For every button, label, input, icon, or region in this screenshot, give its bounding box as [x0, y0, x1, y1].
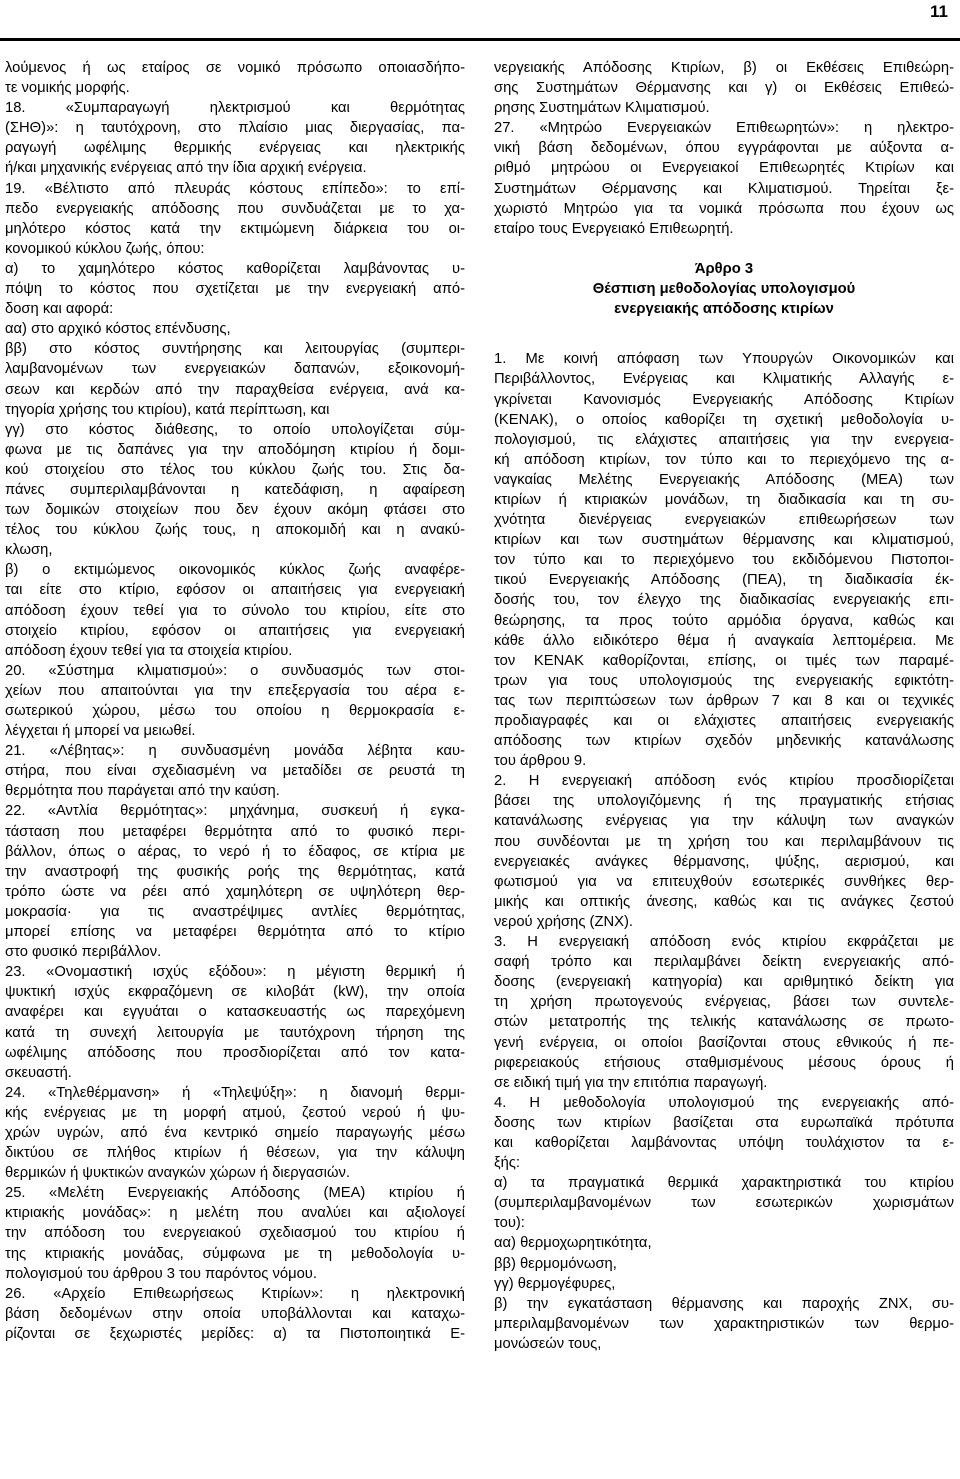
right-column-intro: [494, 58, 954, 239]
text-line: Συστημάτων Θέρμανσης και Κλιματισμού. Τηρείται ξε-: [494, 180, 954, 197]
text-line: 23. «Ονομαστική ισχύς εξόδου»: η μέγιστη θερμική ή: [5, 964, 465, 981]
text-line: ναγκαίας Μελέτης Ενεργειακής Απόδοσης (ΜΕΑ) των: [494, 471, 954, 488]
text-line: χρών υγρών, από ένα κεντρικό σημείο παραγωγής μέσω: [5, 1124, 465, 1141]
text-line: σωτερικού χώρου, μέσω του οποίου η θερμοκρασία ε-: [5, 703, 465, 719]
text-line: δοση και αφορά:: [5, 301, 114, 318]
text-line: 21. «Λέβητας»: η συνδυασμένη μονάδα λέβητα καυ-: [5, 743, 465, 760]
article-number: Άρθρο 3: [694, 260, 754, 277]
text-line: ται είτε στο κτίριο, εφόσον οι απαιτήσεις για ενεργειακή: [5, 582, 465, 599]
text-line: χωριστό Μητρώο για τα νομικά πρόσωπα που έχουν ως: [494, 200, 954, 217]
text-line: χνότητα διενέργειας ενεργειακών επιθεωρήσεων των: [494, 512, 954, 529]
text-line: της κτιριακής μονάδας, σύμφωνα με τη μεθοδολογία υ-: [5, 1245, 465, 1262]
text-line: φωνα με τις δαπάνες για την αποδόμηση κτιρίου ή δομι-: [5, 441, 465, 458]
text-line: κτιρίων ή κτιριακών μονάδων, τη διαδικασία και τη συ-: [494, 491, 954, 508]
text-line: τε νομικής μορφής.: [5, 80, 130, 97]
right-column-body: [494, 349, 954, 1354]
text-line: 1. Με κοινή απόφαση των Υπουργών Οικονομικών και: [494, 351, 954, 368]
text-line: των δομικών στοιχείων που δεν έχουν ακόμη φτάσει στο: [5, 502, 465, 519]
text-line: γγ) θερμογέφυρες,: [494, 1275, 616, 1292]
text-line: ωφέλιμης απόδοσης που προσδιορίζεται από τον κατα-: [5, 1044, 465, 1061]
text-line: 25. «Μελέτη Ενεργειακής Απόδοσης (ΜΕΑ) κτιρίου ή: [5, 1185, 465, 1202]
text-line: τον τύπο και το περιεχόμενο του εκδιδόμενου Πιστοποι-: [494, 552, 954, 569]
text-line: την αναστροφή της φυσικής ροής της θερμότητας, κατά: [5, 863, 465, 880]
text-line: νερού χρήσης (ΖΝΧ).: [494, 913, 633, 930]
text-line: του άρθρου 9.: [494, 753, 587, 770]
text-line: β) ο εκτιμώμενος οικονομικός κύκλος ζωής αναφέρε-: [5, 562, 465, 579]
spacer: [494, 339, 954, 349]
text-line: κλωση,: [5, 542, 53, 559]
text-line: τη χρήση πρωτογενούς ενέργειας, βάσει των συντελε-: [494, 994, 954, 1011]
text-line: νική βάση δεδομένων, όπου εγγράφονται με αύξοντα α-: [494, 140, 954, 157]
text-line: μηλότερο κόστος κατά την εκτιμώμενη διάρκεια του οι-: [5, 220, 465, 237]
text-line: ββ) στο κόστος συντήρησης και λειτουργίας (συμπερι-: [5, 341, 465, 358]
text-line: γγ) στο κόστος διάθεσης, το οποίο υπολογίζεται σύμ-: [5, 421, 465, 438]
text-line: που συνδέονται με τη χρήση του και περιλαμβάνουν τις: [494, 833, 954, 850]
text-line: την απόδοση του ενεργειακού σχεδιασμού του κτιρίου ή: [5, 1225, 465, 1242]
text-line: θερμικών ή ψυκτικών αναγκών χώρων ή διεργασιών.: [5, 1165, 350, 1182]
text-line: ραγωγή ωφέλιμης θερμικής ενέργειας και ηλεκτρικής: [5, 140, 465, 157]
text-line: γενή ενέργεια, οι οποίοι βασίζονται στους εθνικούς ή πε-: [494, 1034, 954, 1051]
text-line: σαφή τρόπο και περιλαμβάνει δείκτη ενεργειακής από-: [494, 954, 954, 971]
text-line: πόψη το κόστος που σχετίζεται με την ενεργειακή από-: [5, 281, 465, 298]
text-line: πολογισμού, τις ελάχιστες απαιτήσεις για την ενεργεια-: [494, 431, 954, 448]
text-line: α) τα πραγματικά θερμικά χαρακτηριστικά του κτιρίου: [494, 1175, 954, 1192]
text-line: πάνες συμπεριλαμβάνονται η κατεδάφιση, η αφαίρεση: [5, 481, 465, 498]
text-line: δοσής του, τον έλεγχο της διαδικασίας ενεργειακής επι-: [494, 592, 954, 609]
text-line: απόδοσης των κτιρίων σχεδόν μηδενικής κατανάλωσης: [494, 733, 954, 750]
article-title-line-1: Θέσπιση μεθοδολογίας υπολογισμού: [592, 281, 856, 298]
text-line: κής ενέργειας με τη μορφή ατμού, ζεστού νερού ή ψυ-: [5, 1104, 465, 1121]
text-line: κή απόδοση κτιρίων, τον τύπο και το περιεχόμενο της α-: [494, 451, 954, 468]
text-line: 3. Η ενεργειακή απόδοση ενός κτιρίου εκφράζεται με: [494, 934, 954, 951]
text-line: αα) θερμοχωρητικότητα,: [494, 1235, 652, 1252]
text-line: α) το χαμηλότερο κόστος καθορίζεται λαμβάνοντας υ-: [5, 260, 465, 277]
text-line: πεδο ενεργειακής απόδοσης που συνδυάζεται με το χα-: [5, 200, 465, 217]
page-number: 11: [930, 2, 948, 21]
text-line: δοσης (ενεργειακή κατηγορία) και αριθμητικό δείκτη για: [494, 974, 954, 991]
text-line: αναφέρει και εγγυάται ο κατασκευαστής ως παρεχόμενη: [5, 1004, 465, 1021]
text-line: κονομικού κύκλου ζωής, όπου:: [5, 240, 205, 257]
text-line: μονώσεών τους,: [494, 1335, 602, 1352]
text-line: μικής και οπτικής άνεσης, καθώς και τις ανάγκες ζεστού: [494, 893, 954, 910]
text-line: κάθε άλλο ειδικότερο θέμα ή αναγκαία λεπτομέρεια. Με: [494, 632, 954, 649]
text-line: ριθμό μητρώου οι Ενεργειακοί Επιθεωρητές Κτιρίων και: [494, 160, 954, 177]
text-line: απόδοση έχουν τεθεί για το σύνολο του κτιρίου, είτε στο: [5, 602, 465, 619]
text-line: σκευαστή.: [5, 1064, 72, 1081]
text-line: 2. Η ενεργειακή απόδοση ενός κτιρίου προσδιορίζεται: [494, 773, 954, 790]
spacer: [494, 239, 954, 259]
text-line: τικού Ενεργειακής Απόδοσης (ΠΕΑ), τη διαδικασία έκ-: [494, 572, 954, 589]
text-line: (ΚΕΝΑΚ), ο οποίος καθορίζει τη σχετική μεθοδολογία υ-: [494, 411, 954, 428]
text-line: 18. «Συμπαραγωγή ηλεκτρισμού και θερμότητας: [5, 100, 465, 117]
text-line: 24. «Τηλεθέρμανση» ή «Τηλεψύξη»: η διανομή θερμι-: [5, 1084, 465, 1101]
text-line: 27. «Μητρώο Ενεργειακών Επιθεωρητών»: η ηλεκτρο-: [494, 120, 954, 137]
text-line: στήρα, που είναι σχεδιασμένη να μεταδίδει σε ρευστά τη: [5, 763, 465, 780]
text-line: στών μετατροπής της τελικής κατανάλωσης σε πρωτο-: [494, 1014, 954, 1031]
text-line: τον ΚΕΝΑΚ καθορίζονται, επίσης, οι τιμές των παραμέ-: [494, 652, 954, 669]
text-line: του):: [494, 1215, 525, 1232]
text-line: β) την εγκατάσταση θέρμανσης και παροχής ΖΝΧ, συ-: [494, 1295, 954, 1312]
text-line: εταίρο τους Ενεργειακό Επιθεωρητή.: [494, 220, 734, 237]
text-line: δικτύου σε πλήθος κτιρίων ή θέσεων, για την κάλυψη: [5, 1145, 465, 1162]
text-line: βάση δεδομένων στην οποία υποβάλλονται και καταχω-: [5, 1305, 465, 1322]
text-line: προδιαγραφές και οι ελάχιστες απαιτήσεις ενεργειακής: [494, 713, 954, 729]
spacer: [494, 319, 954, 339]
text-line: σης Συστημάτων Θέρμανσης και γ) οι Εκθέσεις Επιθεώ-: [494, 80, 954, 97]
text-line: λέγχεται ή μπορεί να μειωθεί.: [5, 723, 196, 740]
text-line: τρόπο ώστε να ρέει από χαμηλότερη σε υψηλότερη θερ-: [5, 883, 465, 900]
text-line: και καθορίζεται λαμβάνοντας υπόψη τουλάχιστον τα ε-: [494, 1134, 954, 1151]
text-line: κού στοιχείου στο τέλος του κύκλου ζωής του. Στις δα-: [5, 461, 465, 478]
text-line: σεων και κερδών από την παραχθείσα ενέργεια, ανά κα-: [5, 381, 465, 398]
text-line: σε ειδική τιμή για την επιτόπια παραγωγή.: [494, 1074, 768, 1091]
text-line: ριφερειακούς ετήσιους σταθμισμένους μέσους όρους ή: [494, 1054, 954, 1071]
text-line: 26. «Αρχείο Επιθεωρήσεως Κτιρίων»: η ηλεκτρονική: [5, 1285, 465, 1302]
text-line: γκρίνεται Κανονισμός Ενεργειακής Απόδοσης Κτιρίων: [494, 391, 954, 408]
text-line: 19. «Βέλτιστο από πλευράς κόστους επίπεδο»: το επί-: [5, 180, 465, 197]
text-line: ρίζονται σε ξεχωριστές μερίδες: α) τα Πιστοποιητικά Ε-: [5, 1325, 465, 1342]
text-line: λαμβανομένων των ενεργειακών δαπανών, εξοικονομή-: [5, 361, 465, 378]
text-line: 4. Η μεθοδολογία υπολογισμού της ενεργειακής από-: [494, 1094, 954, 1111]
text-line: (συμπεριλαμβανομένων των εσωτερικών χωρισμάτων: [494, 1195, 954, 1212]
text-line: βάσει της υπολογιζόμενης ή της πραγματικής ετήσιας: [494, 793, 954, 810]
text-line: λούμενος ή ως εταίρος σε νομικό πρόσωπο οποιασδήπο-: [5, 60, 465, 76]
text-line: απόδοση έχουν τεθεί για τα στοιχεία κτιρίου.: [5, 642, 293, 659]
text-line: κτιριακής μονάδας»: η μελέτη που αναλύει και αξιολογεί: [5, 1205, 465, 1222]
text-line: μπεριλαμβανομένων των χαρακτηριστικών των θερμο-: [494, 1315, 954, 1332]
text-line: βάλλον, όπως ο αέρας, το νερό ή το έδαφος, σε κτίρια με: [5, 843, 465, 860]
text-line: φωτισμού για να επιτευχθούν εσωτερικές συνθήκες θερ-: [494, 873, 954, 890]
text-line: δοσης των κτιρίων βασίζεται στα ευρωπαϊκά πρότυπα: [494, 1114, 954, 1131]
text-line: ή/και μηχανικής ενέργειας από την ίδια αρχική ενέργεια.: [5, 160, 367, 177]
text-line: ρησης Συστημάτων Κλιματισμού.: [494, 100, 710, 117]
left-column: [5, 58, 465, 1344]
text-line: τάσταση που μεταφέρει θερμότητα από το φυσικό περι-: [5, 823, 465, 840]
text-line: 22. «Αντλία θερμότητας»: μηχάνημα, συσκευή ή εγκα-: [5, 803, 465, 820]
text-line: ξής:: [494, 1155, 521, 1172]
text-line: ενεργειακές ανάγκες θέρμανσης, ψύξης, αερισμού, και: [494, 853, 954, 870]
text-line: τέλος του κύκλου ζωής τους, η αποκομιδή και η ανακύ-: [5, 522, 465, 539]
text-line: κατά τη συνεχή λειτουργία με ταυτόχρονη τήρηση της: [5, 1024, 465, 1041]
text-line: τας των περιπτώσεων των άρθρων 7 και 8 και οι τεχνικές: [494, 692, 954, 709]
text-line: πολογισμού του άρθρου 3 του παρόντος νόμου.: [5, 1265, 317, 1282]
text-line: ψυκτική ισχύς εκφραζόμενη σε κιλοβάτ (kW), την οποία: [5, 984, 465, 1001]
page-header: [0, 0, 960, 60]
article-title-line-2: ενεργειακής απόδοσης κτιρίων: [614, 301, 834, 318]
text-line: θεώρησης, τα προς τούτο αρμόδια όργανα, καθώς και: [494, 612, 954, 629]
text-line: αα) στο αρχικό κόστος επένδυσης,: [5, 321, 231, 338]
text-line: 20. «Σύστημα κλιματισμού»: ο συνδυασμός των στοι-: [5, 662, 465, 679]
text-line: Περιβάλλοντος, Ενέργειας και Κλιματικής Αλλαγής ε-: [494, 371, 954, 388]
text-line: στοιχείο κτιρίου, εφόσον οι απαιτήσεις για ενεργειακή: [5, 622, 465, 639]
text-line: κατανάλωσης ενέργειας για την κάλυψη των αναγκών: [494, 813, 954, 830]
text-line: χείων που απαιτούνται για την επεξεργασία του αέρα ε-: [5, 682, 465, 699]
right-column: [494, 58, 954, 1354]
text-line: κτιρίων και των συστημάτων θέρμανσης και κλιματισμού,: [494, 532, 954, 549]
text-line: νεργειακής Απόδοσης Κτιρίων, β) οι Εκθέσεις Επιθεώρη-: [494, 60, 954, 76]
text-line: τηγορία χρήσης του κτιρίου), κατά περίπτωση, και: [5, 401, 330, 418]
header-rule: [0, 38, 960, 41]
text-line: στο φυσικό περιβάλλον.: [5, 944, 162, 961]
text-line: θερμότητα που παράγεται από την καύση.: [5, 783, 280, 800]
text-line: (ΣΗΘ)»: η ταυτόχρονη, στο πλαίσιο μιας διεργασίας, πα-: [5, 120, 465, 137]
text-line: ββ) θερμομόνωση,: [494, 1255, 617, 1272]
text-line: μοκρασία· για τις αναστρέψιμες αντλίες θερμότητας,: [5, 903, 465, 920]
text-line: τρων για τους υπολογισμούς της ενεργειακής εφικτότη-: [494, 672, 954, 689]
text-line: μπορεί επίσης να μεταφέρει θερμότητα από το κτίριο: [5, 924, 465, 941]
